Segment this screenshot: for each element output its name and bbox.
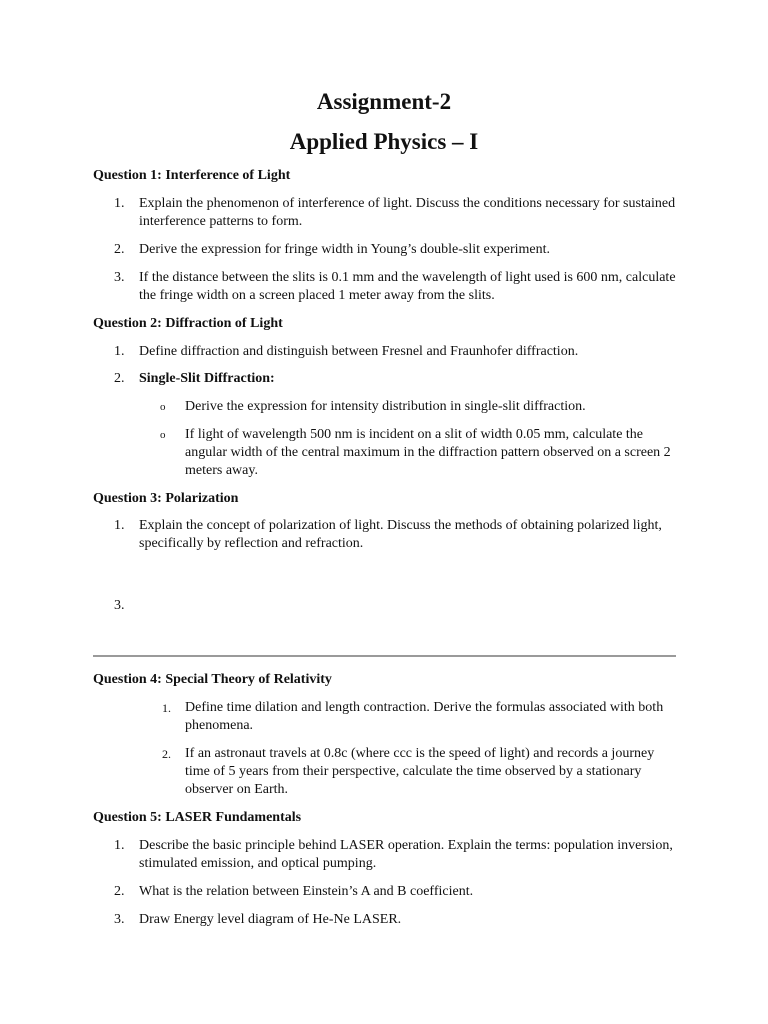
item-number: 2. xyxy=(162,747,171,761)
sub-list-item xyxy=(160,398,680,416)
list-item xyxy=(114,837,679,873)
list-item xyxy=(114,195,679,231)
item-text: Define diffraction and distinguish between Fresnel and Fraunhofer diffraction. xyxy=(139,344,579,359)
item-text: Single-Slit Diffraction: xyxy=(139,371,275,386)
item-number: 1. xyxy=(114,196,125,211)
bullet-icon: o xyxy=(160,401,166,413)
list-item xyxy=(114,241,679,259)
list-item xyxy=(114,883,679,901)
item-number: 3. xyxy=(114,598,125,613)
item-number: 1. xyxy=(114,518,125,533)
item-text: If light of wavelength 500 nm is incident on a slit of width 0.05 mm, calculate the angular width of the central maximum in the diffraction pattern observed on a screen 2 meters away. xyxy=(185,427,671,478)
page-subtitle: Applied Physics – I xyxy=(289,129,479,154)
item-text: Explain the phenomenon of interference of light. Discuss the conditions necessary for sustained interference patterns to form. xyxy=(139,196,676,229)
list-item xyxy=(114,343,679,361)
item-text: Derive the expression for intensity distribution in single-slit diffraction. xyxy=(185,399,586,414)
list-item xyxy=(114,911,679,929)
question-1-heading: Question 1: Interference of Light xyxy=(93,168,291,183)
item-number: 2. xyxy=(114,371,125,386)
item-number: 1. xyxy=(114,838,125,853)
list-item xyxy=(114,269,679,305)
item-number: 1. xyxy=(162,701,171,715)
item-text: Explain the concept of polarization of light. Discuss the methods of obtaining polarized light, specifically by reflection and refraction. xyxy=(139,518,662,551)
item-text: Draw Energy level diagram of He-Ne LASER. xyxy=(139,912,402,927)
item-text: Define time dilation and length contraction. Derive the formulas associated with both phenomena. xyxy=(185,700,664,733)
horizontal-divider xyxy=(93,655,676,657)
page-title: Assignment-2 xyxy=(316,89,452,114)
question-4-heading: Question 4: Special Theory of Relativity xyxy=(93,672,332,687)
question-5-heading: Question 5: LASER Fundamentals xyxy=(93,810,302,825)
item-text: Derive the expression for fringe width in Young’s double-slit experiment. xyxy=(139,242,550,257)
item-number: 2. xyxy=(114,242,125,257)
list-item xyxy=(114,745,679,799)
question-3-heading: Question 3: Polarization xyxy=(93,491,239,506)
question-2-heading: Question 2: Diffraction of Light xyxy=(93,316,283,331)
item-text: What is the relation between Einstein’s A and B coefficient. xyxy=(139,884,474,899)
list-item xyxy=(114,517,679,553)
list-item xyxy=(114,370,679,388)
item-number: 3. xyxy=(114,270,125,285)
item-text: If an astronaut travels at 0.8c (where ccc is the speed of light) and records a journey time of 5 years from their perspective, calculate the time observed by a stationary observer on Earth. xyxy=(185,746,655,797)
item-text: Describe the basic principle behind LASER operation. Explain the terms: population inversion, stimulated emission, and optical pumping. xyxy=(139,838,673,871)
item-number: 3. xyxy=(114,912,125,927)
item-text: If the distance between the slits is 0.1 mm and the wavelength of light used is 600 nm, calculate the fringe width on a screen placed 1 meter away from the slits. xyxy=(139,270,676,303)
item-number: 1. xyxy=(114,344,125,359)
item-number: 2. xyxy=(114,884,125,899)
sub-list-item xyxy=(160,426,680,480)
list-item xyxy=(114,699,679,735)
bullet-icon: o xyxy=(160,429,166,441)
